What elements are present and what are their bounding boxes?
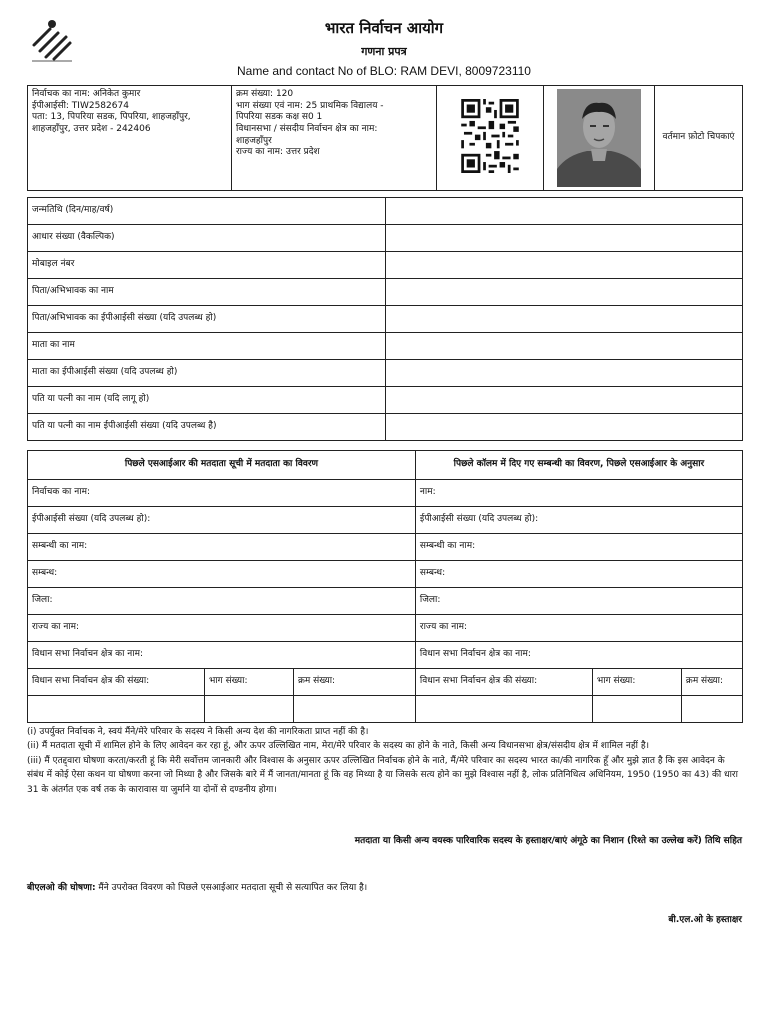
table-row	[28, 480, 743, 507]
previous-elector-header: पिछले एसआईआर की मतदाता सूची में मतदाता का विवरण	[28, 451, 416, 480]
spouse-epic-input[interactable]	[386, 414, 743, 441]
serial-number: क्रम संख्या: 120	[236, 89, 294, 99]
personal-details-table	[27, 197, 743, 441]
table-row	[28, 534, 743, 561]
previous-relative-header: पिछले कॉलम में दिए गए सम्बन्धी का विवरण, पिछले एसआईआर के अनुसार	[415, 451, 742, 480]
blo-declaration-label: बीएलओ की घोषणा:	[27, 883, 96, 893]
paste-photo-label: वर्तमान फ़ोटो चिपकाएं	[655, 86, 743, 191]
elector-address-1: पता: 13, पिपरिया सडक, पिपरिया, शाहजहाँपुर,	[32, 112, 191, 123]
prev-relative-serial-number: क्रम संख्या:	[681, 669, 742, 696]
elector-name: निर्वाचक का नाम: अनिकेत कुमार	[32, 89, 141, 99]
elector-photo	[557, 89, 641, 187]
table-row	[28, 387, 743, 414]
dob-label: जन्मतिथि (दिन/माह/वर्ष)	[28, 198, 386, 225]
table-row	[28, 588, 743, 615]
prev-elector-ac-number-input[interactable]	[28, 696, 205, 723]
elector-address-2: शाहजहाँपुर, उत्तर प्रदेश - 242406	[32, 124, 151, 135]
prev-relative-relation[interactable]: सम्बन्ध:	[415, 561, 742, 588]
blo-signature-label: बी.एल.ओ के हस्ताक्षर	[668, 915, 742, 925]
prev-elector-district[interactable]: जिला:	[28, 588, 416, 615]
mother-epic-input[interactable]	[386, 360, 743, 387]
part-name-2: पिपरिया सडक कक्ष स0 1	[236, 112, 323, 123]
prev-elector-relation[interactable]: सम्बन्ध:	[28, 561, 416, 588]
table-row	[28, 360, 743, 387]
previous-sir-table	[27, 450, 743, 723]
table-row	[28, 507, 743, 534]
father-epic-label: पिता/अभिभावक का ईपीआईसी संख्या (यदि उपलब्ध हो)	[28, 306, 386, 333]
voter-signature-label: मतदाता या किसी अन्य वयस्क पारिवारिक सदस्य के हस्ताक्षर/बाएं अंगूठे का निशान (रिश्ते का उल्लेख करें) तिथि सहित	[354, 836, 742, 846]
table-header-row	[28, 451, 743, 480]
table-row	[28, 615, 743, 642]
elector-summary-table	[27, 85, 743, 191]
aadhaar-input[interactable]	[386, 225, 743, 252]
elector-epic: ईपीआईसी: TIW2582674	[32, 100, 129, 111]
mother-epic-label: माता का ईपीआईसी संख्या (यदि उपलब्ध हो)	[28, 360, 386, 387]
prev-relative-ac-number: विधान सभा निर्वाचन क्षेत्र की संख्या:	[415, 669, 592, 696]
mother-name-input[interactable]	[386, 333, 743, 360]
qr-code-icon	[461, 99, 519, 173]
constituency-name: शाहजहाँपुर	[236, 135, 272, 146]
table-row	[28, 225, 743, 252]
table-row	[28, 642, 743, 669]
dob-input[interactable]	[386, 198, 743, 225]
declaration-1: (i) उपर्युक्त निर्वाचक ने, स्वयं मैंने/मेरे परिवार के सदस्य ने किसी अन्य देश की नागरिकता प्राप्त नहीं की है।	[27, 727, 369, 737]
person-photo-icon	[557, 89, 641, 187]
prev-relative-ac-number-input[interactable]	[415, 696, 592, 723]
father-name-input[interactable]	[386, 279, 743, 306]
page-title: भारत निर्वाचन आयोग	[324, 19, 444, 37]
elector-info-cell	[28, 86, 232, 191]
part-info-cell	[232, 86, 437, 191]
prev-elector-part-number-input[interactable]	[205, 696, 294, 723]
table-row	[28, 306, 743, 333]
aadhaar-label: आधार संख्या (वैकल्पिक)	[28, 225, 386, 252]
table-row	[28, 414, 743, 441]
prev-elector-ac-name[interactable]: विधान सभा निर्वाचन क्षेत्र का नाम:	[28, 642, 416, 669]
prev-elector-state[interactable]: राज्य का नाम:	[28, 615, 416, 642]
prev-relative-part-number: भाग संख्या:	[592, 669, 681, 696]
declaration-block	[27, 725, 743, 797]
prev-relative-epic[interactable]: ईपीआईसी संख्या (यदि उपलब्ध हो):	[415, 507, 742, 534]
prev-relative-district[interactable]: जिला:	[415, 588, 742, 615]
prev-relative-relative-name[interactable]: सम्बन्धी का नाम:	[415, 534, 742, 561]
spouse-name-label: पति या पत्नी का नाम (यदि लागू हो)	[28, 387, 386, 414]
constituency-label: विधानसभा / संसदीय निर्वाचन क्षेत्र का नाम:	[236, 124, 378, 135]
part-name-1: भाग संख्या एवं नाम: 25 प्राथमिक विद्यालय -	[236, 100, 384, 111]
prev-elector-serial-number-input[interactable]	[294, 696, 416, 723]
father-epic-input[interactable]	[386, 306, 743, 333]
prev-relative-part-number-input[interactable]	[592, 696, 681, 723]
declaration-2: (ii) मैं मतदाता सूची में शामिल होने के लिए आवेदन कर रहा हूं, और ऊपर उल्लिखित नाम, मेरा/मेरे परिवार के सदस्य का होने के नाते, किसी अन्य विधानसभा क्षेत्र/संसदीय क्षेत्र में शामिल नहीं है।	[27, 741, 650, 752]
declaration-3: (iii) मैं एतद्द्वारा घोषणा करता/करती हूं कि मेरी सर्वोत्तम जानकारी और विश्वास के अनुसार ऊपर उल्लिखित निर्वाचक होने के नाते, मैं/मेरे परिवार का सदस्य भारत का/की नागरिक हूँ और मुझे ज्ञात है कि इस आवेदन के संबंध में कोई ऐसा कथन या घोषणा करना जो मिथ्या है और जिसके बारे में मैं जानता/मानता हूं कि वह मिथ्या है या जिसके सत्य होने का मुझे विश्वास नहीं है, लोक प्रतिनिधित्व अधिनियम, 1950 (1950 का 43) की धारा 31 के अंतर्गत एक वर्ष तक के कारावास या जुर्माने या दोनों से दण्डनीय होगा।	[27, 755, 738, 795]
father-name-label: पिता/अभिभावक का नाम	[28, 279, 386, 306]
prev-elector-part-number: भाग संख्या:	[205, 669, 294, 696]
prev-elector-name[interactable]: निर्वाचक का नाम:	[28, 480, 416, 507]
state-name: राज्य का नाम: उत्तर प्रदेश	[236, 147, 320, 158]
table-row	[28, 198, 743, 225]
prev-relative-ac-name[interactable]: विधान सभा निर्वाचन क्षेत्र का नाम:	[415, 642, 742, 669]
mobile-input[interactable]	[386, 252, 743, 279]
table-row	[28, 696, 743, 723]
photo-cell	[544, 86, 655, 191]
table-row	[28, 333, 743, 360]
spouse-epic-label: पति या पत्नी का नाम ईपीआईसी संख्या (यदि उपलब्ध है)	[28, 414, 386, 441]
prev-elector-relative-name[interactable]: सम्बन्धी का नाम:	[28, 534, 416, 561]
qr-cell	[437, 86, 544, 191]
spouse-name-input[interactable]	[386, 387, 743, 414]
table-row	[28, 279, 743, 306]
blo-declaration-text: मैंने उपरोक्त विवरण को पिछले एसआईआर मतदाता सूची से सत्यापित कर लिया है।	[95, 883, 368, 893]
blo-declaration	[27, 880, 367, 893]
prev-relative-serial-number-input[interactable]	[681, 696, 742, 723]
prev-elector-epic[interactable]: ईपीआईसी संख्या (यदि उपलब्ध हो):	[28, 507, 416, 534]
form-subtitle: गणना प्रपत्र	[361, 45, 407, 58]
mobile-label: मोबाइल नंबर	[28, 252, 386, 279]
table-row	[28, 252, 743, 279]
mother-name-label: माता का नाम	[28, 333, 386, 360]
prev-relative-name[interactable]: नाम:	[415, 480, 742, 507]
prev-elector-serial-number: क्रम संख्या:	[294, 669, 416, 696]
blo-contact: Name and contact No of BLO: RAM DEVI, 8009723110	[237, 64, 531, 78]
prev-relative-state[interactable]: राज्य का नाम:	[415, 615, 742, 642]
table-row	[28, 561, 743, 588]
prev-elector-ac-number: विधान सभा निर्वाचन क्षेत्र की संख्या:	[28, 669, 205, 696]
table-row	[28, 669, 743, 696]
